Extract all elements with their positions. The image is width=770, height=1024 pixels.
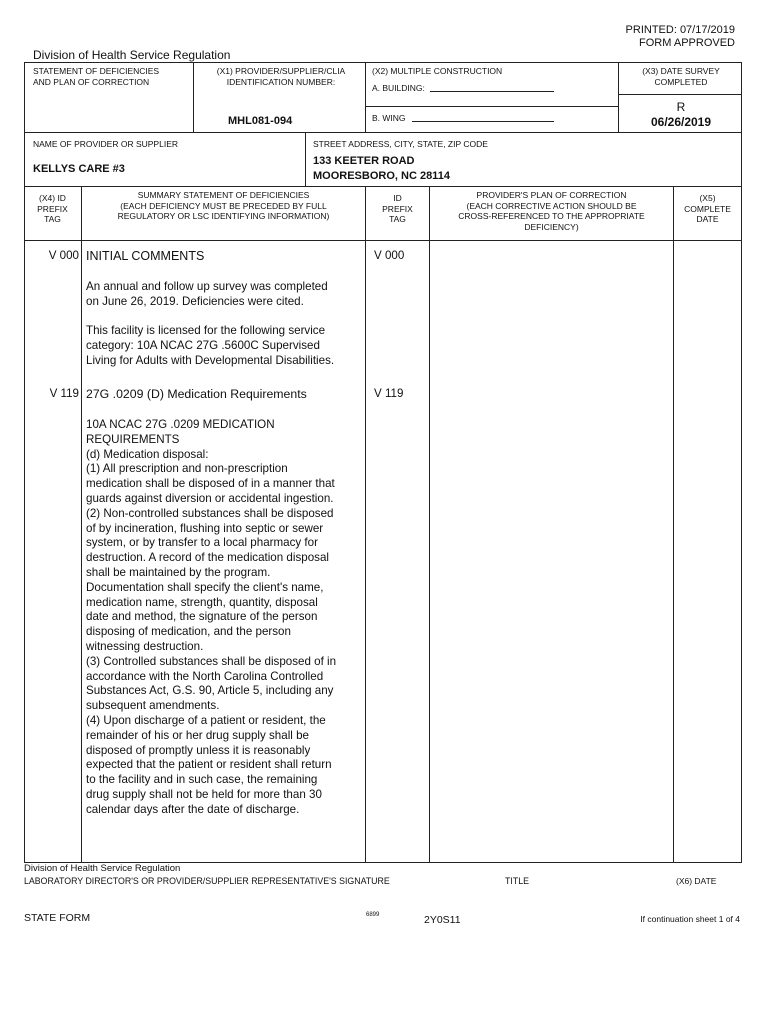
address-label: STREET ADDRESS, CITY, STATE, ZIP CODE	[313, 139, 488, 149]
date-label: (X6) DATE	[676, 876, 717, 886]
tag-v119: V 119	[49, 387, 79, 400]
building-label: A. BUILDING:	[372, 83, 425, 93]
continuation-sheet: If continuation sheet 1 of 4	[640, 914, 740, 924]
x4-header: (X4) ID PREFIX TAG	[37, 193, 68, 224]
survey-code: R	[676, 100, 686, 114]
x2-label: (X2) MULTIPLE CONSTRUCTION	[372, 66, 503, 76]
form-number: 6899	[366, 912, 380, 918]
survey-paragraph: An annual and follow up survey was completed on June 26, 2019. Deficiencies were cited.	[86, 280, 328, 308]
provider-name: KELLYS CARE #3	[33, 163, 125, 175]
plan-header: PROVIDER'S PLAN OF CORRECTION (EACH CORRECTIVE ACTION SHOULD BE CROSS-REFERENCED TO THE APPROPRIATE DEFICIENCY)	[458, 190, 645, 232]
id-header: ID PREFIX TAG	[382, 193, 413, 224]
address-line2: MOORESBORO, NC 28114	[313, 170, 450, 182]
license-paragraph: This facility is licensed for the following service category: 10A NCAC 27G .5600C Supervised Living for Adults with Developmental Disabilities.	[86, 324, 335, 367]
provider-label: NAME OF PROVIDER OR SUPPLIER	[33, 139, 178, 149]
printed-date: PRINTED: 07/17/2019	[625, 24, 735, 36]
title-label: TITLE	[505, 876, 529, 886]
state-form-label: STATE FORM	[24, 912, 91, 924]
tag-v000: V 000	[48, 249, 79, 262]
summary-header: SUMMARY STATEMENT OF DEFICIENCIES (EACH DEFICIENCY MUST BE PRECEDED BY FULL REGULATORY OR LSC IDENTIFYING INFORMATION)	[117, 190, 330, 221]
wing-label: B. WING	[372, 113, 406, 123]
medication-rule-text: 10A NCAC 27G .0209 MEDICATION REQUIREMENTS (d) Medication disposal: (1) All prescription and non-prescription medication shall be disposed of in a manner that guards against diversion or accidental ingestion. (2) Non-controlled substances shall be disposed of by incineration, flushing into septic or sewer system, or by transfer to a local pharmacy for destruction. A record of the medication disposal shall be maintained by the program. Documentation shall specify the client's name, medication name, strength, quantity, disposal date and method, the signature of the person disposing of medication, and the person witnessing destruction. (3) Controlled substances shall be disposed of in accordance with the North Carolina Controlled Substances Act, G.S. 90, Article 5, including any subsequent amendments. (4) Upon discharge of a patient or resident, the remainder of his or her drug supply shall be disposed of promptly unless it is reasonably expected that the patient or resident shall return to the facility and in such case, the remaining drug supply shall not be held for more than 30 calendar days after the date of discharge.	[86, 418, 337, 816]
statement-label: STATEMENT OF DEFICIENCIES AND PLAN OF CORRECTION	[33, 66, 160, 87]
id-tag-v000: V 000	[374, 249, 405, 262]
address-line1: 133 KEETER ROAD	[313, 155, 415, 167]
event-id: 2Y0S11	[424, 914, 461, 926]
signature-label: LABORATORY DIRECTOR'S OR PROVIDER/SUPPLIER REPRESENTATIVE'S SIGNATURE	[24, 876, 390, 886]
form-approved: FORM APPROVED	[639, 37, 735, 49]
x5-header: (X5) COMPLETE DATE	[684, 193, 731, 224]
entry-title-medication: 27G .0209 (D) Medication Requirements	[86, 387, 307, 401]
footer-agency: Division of Health Service Regulation	[24, 863, 181, 874]
provider-id: MHL081-094	[228, 115, 293, 127]
id-tag-v119: V 119	[374, 387, 404, 400]
entry-title-initial: INITIAL COMMENTS	[86, 249, 205, 263]
x3-label: (X3) DATE SURVEY COMPLETED	[642, 66, 720, 87]
x1-label: (X1) PROVIDER/SUPPLIER/CLIA IDENTIFICATION NUMBER:	[216, 66, 346, 87]
agency-title: Division of Health Service Regulation	[33, 48, 231, 62]
survey-date: 06/26/2019	[650, 115, 712, 129]
